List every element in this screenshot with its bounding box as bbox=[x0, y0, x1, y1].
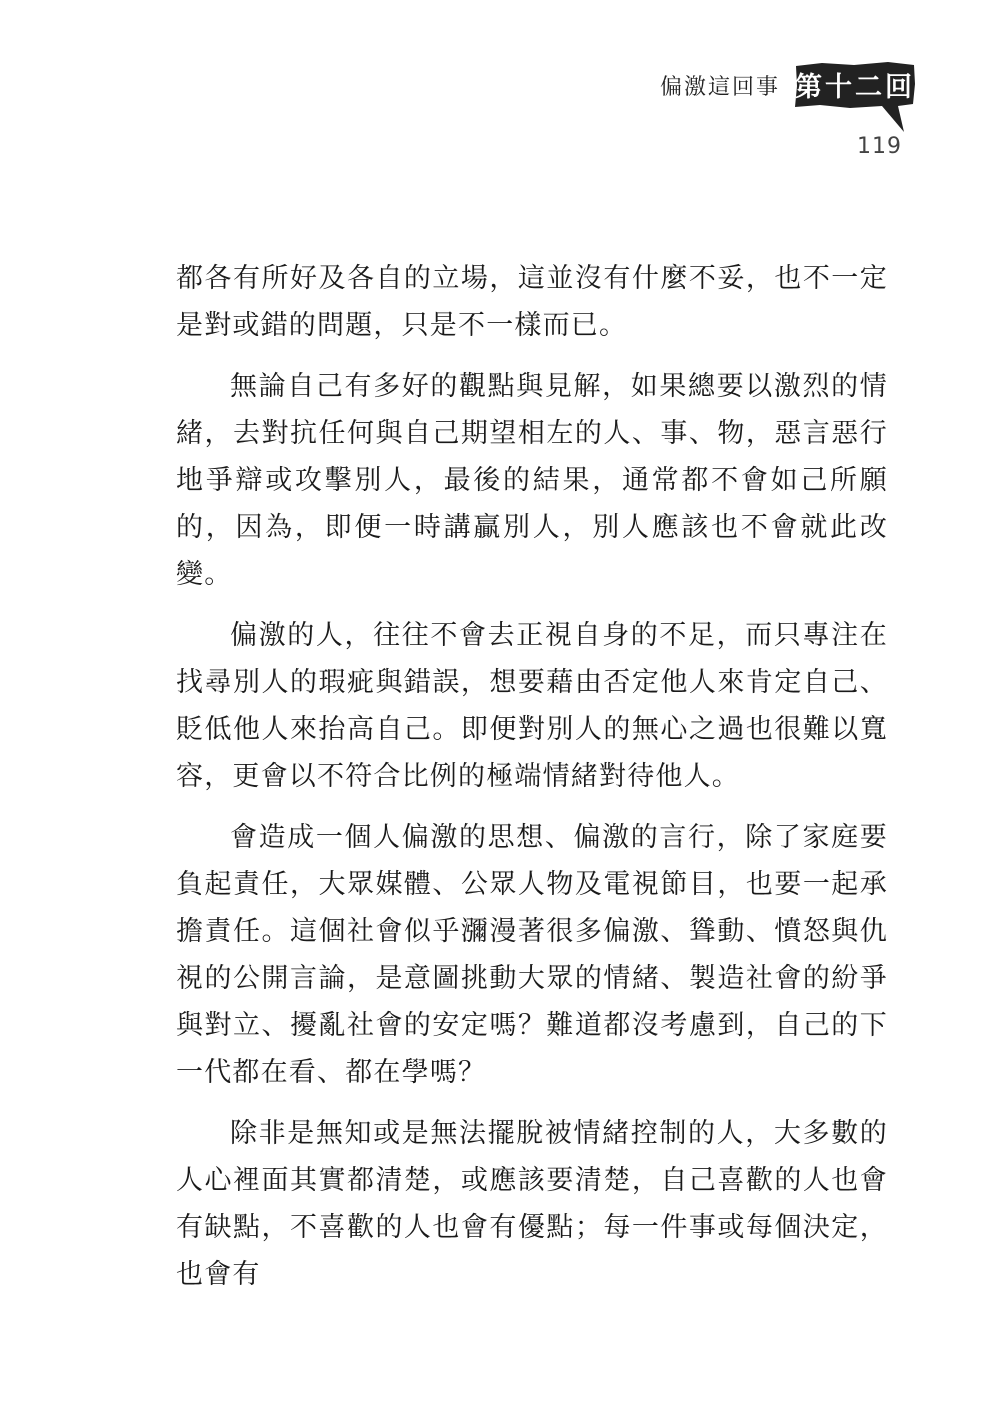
paragraph: 會造成一個人偏激的思想、偏激的言行，除了家庭要負起責任，大眾媒體、公眾人物及電視節目，也要一起承擔責任。這個社會似乎瀰漫著很多偏激、聳動、憤怒與仇視的公開言論，是意圖挑動大眾的情緒、製造社會的紛爭與對立、擾亂社會的安定嗎？難道都沒考慮到，自己的下一代都在看、都在學嗎？ bbox=[176, 822, 888, 1088]
paragraph: 偏激的人，往往不會去正視自身的不足，而只專注在找尋別人的瑕疵與錯誤，想要藉由否定他人來肯定自己、貶低他人來抬高自己。即便對別人的無心之過也很難以寬容，更會以不符合比例的極端情緒對待他人。 bbox=[176, 620, 888, 792]
running-head bbox=[660, 60, 918, 110]
page-number: 119 bbox=[857, 134, 902, 159]
paragraph: 無論自己有多好的觀點與見解，如果總要以激烈的情緒，去對抗任何與自己期望相左的人、事、物，惡言惡行地爭辯或攻擊別人，最後的結果，通常都不會如己所願的，因為，即便一時講贏別人，別人應該也不會就此改變。 bbox=[176, 371, 888, 590]
paragraph: 都各有所好及各自的立場，這並沒有什麼不妥，也不一定是對或錯的問題，只是不一樣而已。 bbox=[176, 263, 888, 341]
body-text bbox=[176, 255, 888, 1312]
section-title: 偏激這回事 bbox=[659, 74, 780, 100]
paragraph: 除非是無知或是無法擺脫被情緒控制的人，大多數的人心裡面其實都清楚，或應該要清楚，自己喜歡的人也會有缺點，不喜歡的人也會有優點；每一件事或每個決定，也會有 bbox=[176, 1118, 888, 1290]
chapter-badge bbox=[792, 60, 918, 110]
chapter-label: 第十二回 bbox=[795, 72, 915, 103]
